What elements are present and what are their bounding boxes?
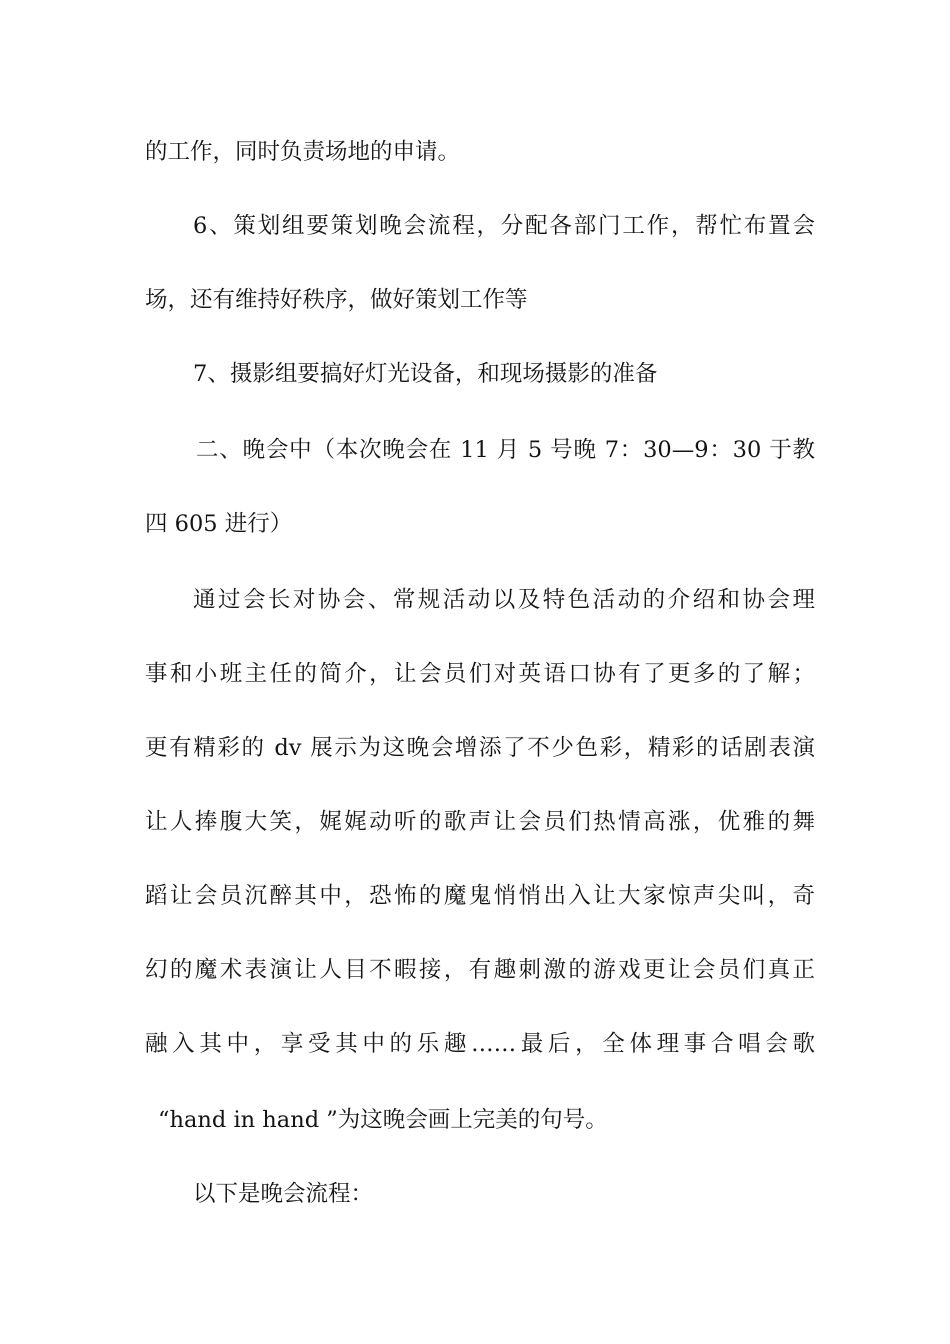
paragraph-line-1: 的工作，同时负责场地的申请。 bbox=[145, 139, 461, 165]
paragraph-line-7: 更有精彩的 dv 展示为这晚会增添了不少色彩，精彩的话剧表演 bbox=[145, 735, 815, 761]
paragraph-line-4: 7、摄影组要搞好灯光设备，和现场摄影的准备 bbox=[193, 361, 658, 387]
section-heading-line-1: 二、晚会中（本次晚会在 11 月 5 号晚 7：30—9：30 于教 bbox=[196, 437, 815, 463]
paragraph-line-12: “hand in hand ”为这晚会画上完美的句号。 bbox=[158, 1107, 608, 1133]
paragraph-line-5: 通过会长对协会、常规活动以及特色活动的介绍和协会理 bbox=[193, 587, 815, 613]
paragraph-line-3: 场，还有维持好秩序，做好策划工作等 bbox=[145, 287, 528, 313]
paragraph-line-6: 事和小班主任的简介，让会员们对英语口协有了更多的了解； bbox=[145, 661, 815, 687]
paragraph-line-13: 以下是晚会流程： bbox=[193, 1181, 374, 1207]
paragraph-line-9: 蹈让会员沉醉其中，恐怖的魔鬼悄悄出入让大家惊声尖叫，奇 bbox=[145, 883, 815, 909]
paragraph-line-8: 让人捧腹大笑，娓娓动听的歌声让会员们热情高涨，优雅的舞 bbox=[145, 809, 815, 835]
paragraph-line-11: 融入其中，享受其中的乐趣……最后，全体理事合唱会歌 bbox=[145, 1031, 815, 1057]
paragraph-line-2: 6、策划组要策划晚会流程，分配各部门工作，帮忙布置会 bbox=[193, 213, 815, 239]
paragraph-line-10: 幻的魔术表演让人目不暇接，有趣刺激的游戏更让会员们真正 bbox=[145, 957, 815, 983]
section-heading-line-2: 四 605 进行） bbox=[145, 511, 293, 537]
